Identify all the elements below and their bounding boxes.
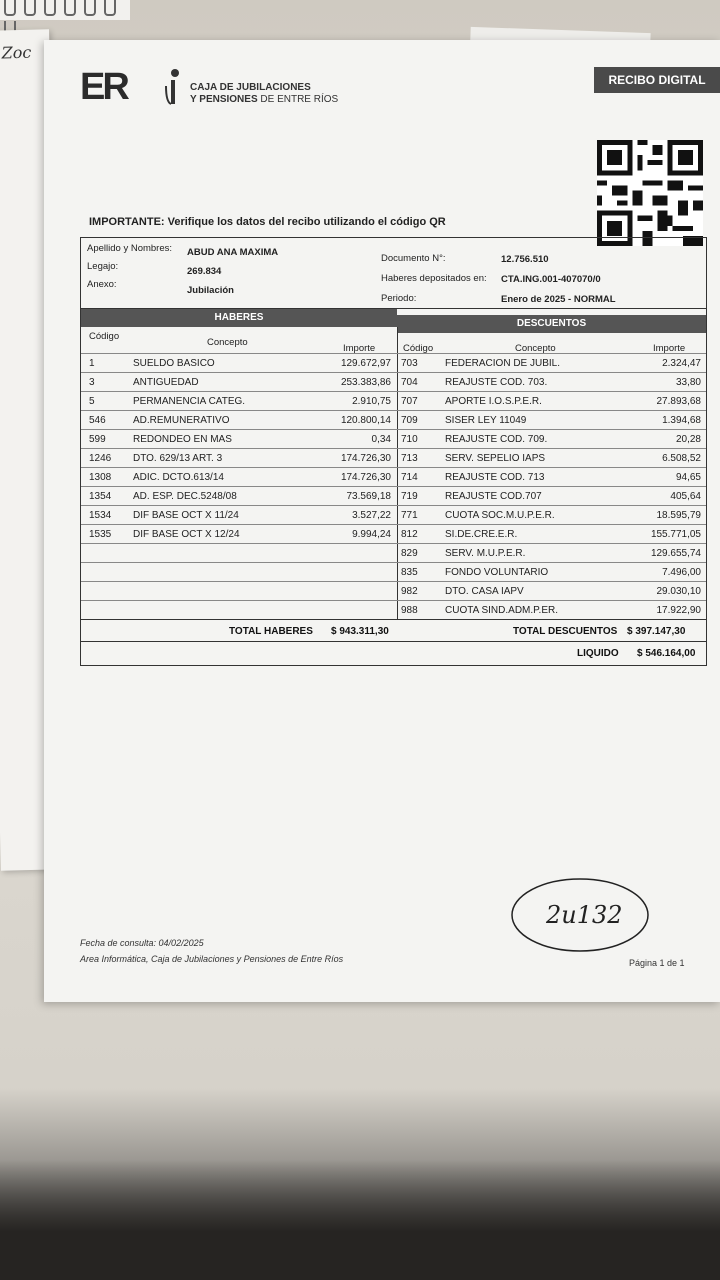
haber-codigo: 1354 (89, 491, 112, 502)
apellido-value: ABUD ANA MAXIMA (187, 247, 279, 258)
table-row (81, 581, 706, 601)
descuento-concepto: REAJUSTE COD. 703. (445, 377, 548, 388)
table-row (81, 391, 706, 411)
descuento-codigo: 719 (401, 491, 418, 502)
descuento-codigo: 988 (401, 605, 418, 616)
descuento-concepto: FONDO VOLUNTARIO (445, 567, 549, 578)
table-row (81, 448, 706, 468)
descuento-codigo: 714 (401, 472, 418, 483)
table-row (81, 543, 706, 563)
haber-concepto: REDONDEO EN MAS (133, 434, 232, 445)
haber-codigo: 546 (89, 415, 106, 426)
caja-logo-icon (162, 68, 184, 108)
handwritten-text: 2u132 (546, 901, 623, 929)
haber-importe: 129.672,97 (340, 358, 391, 369)
fecha-consulta: Fecha de consulta: 04/02/2025 (80, 938, 204, 948)
descuento-concepto: CUOTA SOC.M.U.P.E.R. (445, 510, 555, 521)
pagina: Página 1 de 1 (629, 958, 685, 968)
anexo-value: Jubilación (187, 285, 234, 296)
total-haberes-value: $ 943.311,30 (331, 626, 389, 637)
handwritten-note (510, 875, 650, 955)
haberes-title: HABERES (81, 309, 397, 327)
haber-importe: 73.569,18 (346, 491, 391, 502)
descuento-importe: 29.030,10 (656, 586, 701, 597)
descuento-importe: 155.771,05 (650, 529, 701, 540)
descuento-codigo: 703 (401, 358, 418, 369)
total-haberes-label: TOTAL HABERES (229, 626, 313, 637)
descuento-importe: 27.893,68 (656, 396, 701, 407)
logo-text (190, 82, 338, 106)
haber-concepto: ANTIGUEDAD (133, 377, 199, 388)
receipt-box (80, 237, 707, 666)
liquido-row (81, 641, 706, 664)
table-row (81, 372, 706, 392)
periodo-label: Periodo: (381, 293, 417, 304)
haber-codigo: 1534 (89, 510, 112, 521)
haberes-col-importe: Importe (343, 343, 376, 354)
descuento-importe: 6.508,52 (662, 453, 701, 464)
haber-importe: 253.383,86 (340, 377, 391, 388)
haber-codigo: 1246 (89, 453, 112, 464)
haber-concepto: AD.REMUNERATIVO (133, 415, 230, 426)
table-row (81, 353, 706, 373)
descuento-codigo: 713 (401, 453, 418, 464)
total-descuentos-label: TOTAL DESCUENTOS (513, 626, 618, 637)
descuento-concepto: SERV. SEPELIO IAPS (445, 453, 546, 464)
table-row (81, 486, 706, 506)
datos-header (81, 238, 706, 308)
descuentos-col-concepto: Concepto (515, 343, 556, 354)
descuentos-col-codigo: Código (403, 343, 434, 354)
apellido-label: Apellido y Nombres: (87, 243, 173, 254)
descuento-concepto: FEDERACION DE JUBIL. (445, 358, 561, 369)
haber-concepto: DIF BASE OCT X 12/24 (133, 529, 240, 540)
descuento-codigo: 982 (401, 586, 418, 597)
descuento-concepto: SISER LEY 11049 (445, 415, 527, 426)
table-row (81, 467, 706, 487)
bottom-shadow (0, 1160, 720, 1280)
descuento-importe: 20,28 (675, 434, 701, 445)
table-row (81, 429, 706, 449)
descuento-codigo: 771 (401, 510, 418, 521)
descuento-concepto: SI.DE.CRE.E.R. (445, 529, 518, 540)
haber-codigo: 5 (89, 396, 95, 407)
back-note-word: Zoc (1, 42, 32, 63)
haber-importe: 0,34 (371, 434, 391, 445)
haber-codigo: 1308 (89, 472, 112, 483)
descuento-importe: 1.394,68 (662, 415, 701, 426)
table-row (81, 505, 706, 525)
descuento-codigo: 829 (401, 548, 418, 559)
descuento-codigo: 710 (401, 434, 418, 445)
descuento-concepto: SERV. M.U.P.E.R. (445, 548, 526, 559)
table-row (81, 600, 706, 620)
documento-label: Documento N°: (381, 253, 446, 264)
descuento-concepto: REAJUSTE COD.707 (445, 491, 542, 502)
haberes-dep-value: CTA.ING.001-407070/0 (501, 274, 601, 285)
descuento-concepto: REAJUSTE COD. 713 (445, 472, 545, 483)
haber-concepto: PERMANENCIA CATEG. (133, 396, 246, 407)
total-descuentos-value: $ 397.147,30 (627, 626, 686, 637)
haber-codigo: 1 (89, 358, 95, 369)
haber-codigo: 1535 (89, 529, 112, 540)
haber-codigo: 599 (89, 434, 106, 445)
importante-note: IMPORTANTE: Verifique los datos del recibo utilizando el código QR (89, 216, 446, 228)
haberes-dep-label: Haberes depositados en: (381, 273, 487, 284)
haberes-col-concepto: Concepto (207, 337, 248, 348)
anexo-label: Anexo: (87, 279, 117, 290)
legajo-value: 269.834 (187, 266, 222, 277)
descuentos-col-importe: Importe (653, 343, 686, 354)
table-row (81, 410, 706, 430)
descuento-importe: 129.655,74 (650, 548, 701, 559)
descuento-codigo: 709 (401, 415, 418, 426)
haber-importe: 3.527,22 (352, 510, 391, 521)
table-row (81, 562, 706, 582)
descuento-importe: 94,65 (675, 472, 701, 483)
descuento-concepto: APORTE I.O.S.P.E.R. (445, 396, 542, 407)
descuentos-title: DESCUENTOS (397, 315, 706, 333)
descuento-importe: 405,64 (670, 491, 701, 502)
haber-importe: 174.726,30 (340, 453, 391, 464)
logo-line2-rest: DE ENTRE RÍOS (257, 94, 339, 105)
notebook-edge (0, 0, 130, 20)
qr-code-icon (597, 140, 703, 246)
descuento-codigo: 704 (401, 377, 418, 388)
area-informatica: Area Informática, Caja de Jubilaciones y Pensiones de Entre Ríos (80, 954, 344, 964)
descuento-codigo: 707 (401, 396, 418, 407)
periodo-value: Enero de 2025 - NORMAL (501, 294, 616, 305)
descuento-importe: 17.922,90 (656, 605, 701, 616)
descuento-codigo: 835 (401, 567, 418, 578)
haber-concepto: DTO. 629/13 ART. 3 (133, 453, 223, 464)
descuento-importe: 2.324,47 (662, 358, 701, 369)
legajo-label: Legajo: (87, 261, 119, 272)
haber-importe: 9.994,24 (352, 529, 391, 540)
logo-er: ER (80, 66, 127, 108)
descuento-concepto: CUOTA SIND.ADM.P.ER. (445, 605, 558, 616)
descuento-codigo: 812 (401, 529, 418, 540)
haber-importe: 120.800,14 (340, 415, 391, 426)
descuento-importe: 33,80 (675, 377, 701, 388)
haber-importe: 174.726,30 (340, 472, 391, 483)
descuento-concepto: REAJUSTE COD. 709. (445, 434, 548, 445)
totales-row (81, 619, 706, 642)
liquido-label: LIQUIDO (577, 648, 619, 659)
table-row (81, 524, 706, 544)
haber-importe: 2.910,75 (352, 396, 391, 407)
liquido-value: $ 546.164,00 (637, 648, 696, 659)
descuento-importe: 7.496,00 (662, 567, 701, 578)
logo-line2-bold: Y PENSIONES (190, 94, 258, 105)
conceptos-table (81, 308, 706, 665)
descuento-importe: 18.595,79 (656, 510, 701, 521)
logo-line1: CAJA DE JUBILACIONES (190, 82, 311, 93)
haber-codigo: 3 (89, 377, 95, 388)
haberes-col-codigo: Código (89, 331, 120, 342)
haber-concepto: SUELDO BASICO (133, 358, 215, 369)
haber-concepto: ADIC. DCTO.613/14 (133, 472, 224, 483)
documento-value: 12.756.510 (501, 254, 549, 265)
descuento-concepto: DTO. CASA IAPV (445, 586, 524, 597)
recibo-digital-badge: RECIBO DIGITAL (594, 67, 720, 93)
haber-concepto: DIF BASE OCT X 11/24 (133, 510, 239, 521)
haber-concepto: AD. ESP. DEC.5248/08 (133, 491, 237, 502)
receipt-paper (44, 40, 720, 1002)
